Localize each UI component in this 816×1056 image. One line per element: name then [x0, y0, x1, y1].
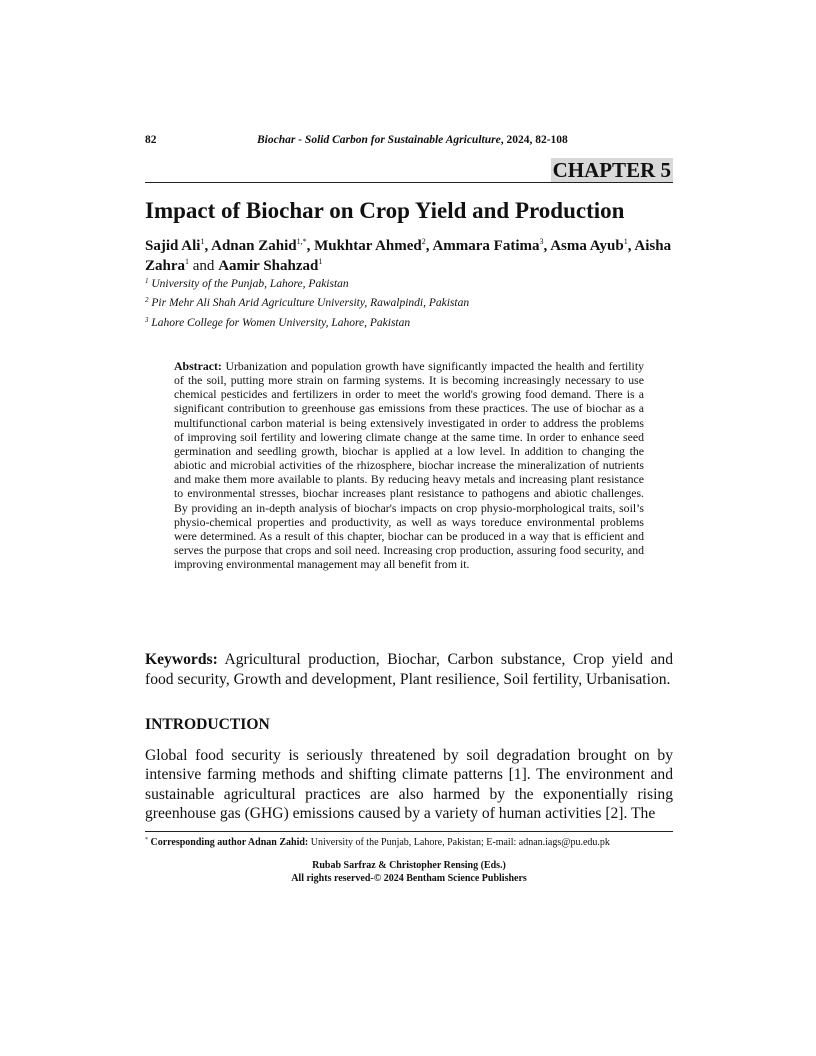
keywords-text: Agricultural production, Biochar, Carbon substance, Crop yield and food security, Growth and development, Plant resilience, Soil fertility, Urbanisation. [145, 651, 673, 688]
author-name: Aisha Zahra [145, 238, 672, 274]
corresponding-author-footnote [145, 837, 675, 848]
author-list [145, 237, 675, 276]
author-affiliation-marker: 1 [318, 256, 323, 266]
author-affiliation-marker: 2 [421, 237, 426, 246]
author-name: Sajid Ali [145, 238, 201, 254]
author-name: Mukhtar Ahmed [314, 238, 422, 254]
affiliation-2: $^2$ Pir Mehr Ali Shah Arid Agriculture University, Rawalpindi, Pakistan [145, 296, 470, 309]
abstract-label: Abstract: [174, 359, 222, 373]
author-separator: , [425, 238, 433, 254]
chapter-label: CHAPTER 5 [552, 158, 671, 182]
keywords-label: Keywords: [145, 651, 218, 668]
journal-citation [257, 134, 568, 146]
page-number: 82 [145, 134, 157, 146]
author-separator: and [189, 257, 219, 274]
editors-line: Rubab Sarfraz & Christopher Rensing (Eds.) [312, 860, 506, 871]
affiliation-3: $^3$ Lahore College for Women University, Lahore, Pakistan [145, 316, 411, 329]
author-affiliation-marker: 1 [623, 237, 628, 246]
author-separator: , [543, 238, 551, 254]
journal-title: Biochar - Solid Carbon for Sustainable Agriculture [257, 134, 501, 146]
chapter-divider [145, 182, 673, 183]
publisher-block [145, 860, 673, 885]
footnote-marker: * [145, 837, 148, 843]
introduction-paragraph: Global food security is seriously threatened by soil degradation brought on by intensive farming methods and shifting climate patterns [1]. The environment and sustainable agricultural practices are also harmed by the exponentially rising greenhouse gas (GHG) emissions caused by a variety of human activities [2]. The [145, 747, 673, 822]
rights-line: All rights reserved-© 2024 Bentham Science Publishers [291, 872, 527, 884]
keywords [145, 650, 673, 689]
section-heading: INTRODUCTION [145, 716, 270, 733]
author-name: Aamir Shahzad [218, 257, 319, 274]
chapter-title: Impact of Biochar on Crop Yield and Production [145, 198, 625, 223]
author-separator: , [306, 238, 315, 254]
abstract [174, 359, 644, 571]
author-affiliation-marker: 1 [185, 256, 190, 266]
abstract-text: Urbanization and population growth have significantly impacted the health and fertility of the soil, putting more strain on farming systems. It is becoming increasingly necessary to use chemical pesticides and fertilizers in order to meet the world's growing food demand. There is a significant contribution to greenhouse gas emissions from these practices. The use of biochar as a multifunctional carbon material is being extensively investigated in order to address the problems of improving soil fertility and lowering climate change at the same time. In order to enhance seed germination and seedling growth, biochar is applied at a low level. In addition to changing the abiotic and microbial activities of the rhizosphere, biochar increase the mineralization of nutrients and make them more available to plants. By reducing heavy metals and increasing plant resistance to environmental stresses, biochar increases plant resistance to pathogens and abiotic challenges. By providing an in-depth analysis of biochar's impacts on crop physio-morphological traits, soil’s physio-chemical properties and productivity, as well as ways toreduce environmental problems were determined. As a result of this chapter, biochar can be produced in a way that is efficient and serves the purpose that crops and soil need. Increasing crop production, assuring food security, and improving environmental management may all benefit from it. [174, 359, 644, 572]
author-affiliation-marker: 3 [539, 237, 544, 246]
author-name: Adnan Zahid [211, 238, 297, 254]
author-separator: , [627, 238, 635, 254]
journal-details: , 2024, 82-108 [500, 134, 568, 146]
author-affiliation-marker: 1,* [296, 237, 307, 246]
author-affiliation-marker: 1 [200, 237, 205, 246]
affiliation-1: $^1$ University of the Punjab, Lahore, Pakistan [145, 277, 349, 290]
author-separator: , [204, 238, 212, 254]
footnote-divider [145, 831, 673, 832]
author-name: Ammara Fatima [432, 238, 540, 254]
footnote-text: University of the Punjab, Lahore, Pakistan; E-mail: adnan.iags@pu.edu.pk [310, 837, 610, 848]
footnote-label: Corresponding author Adnan Zahid: [150, 837, 309, 848]
author-name: Asma Ayub [550, 238, 624, 254]
